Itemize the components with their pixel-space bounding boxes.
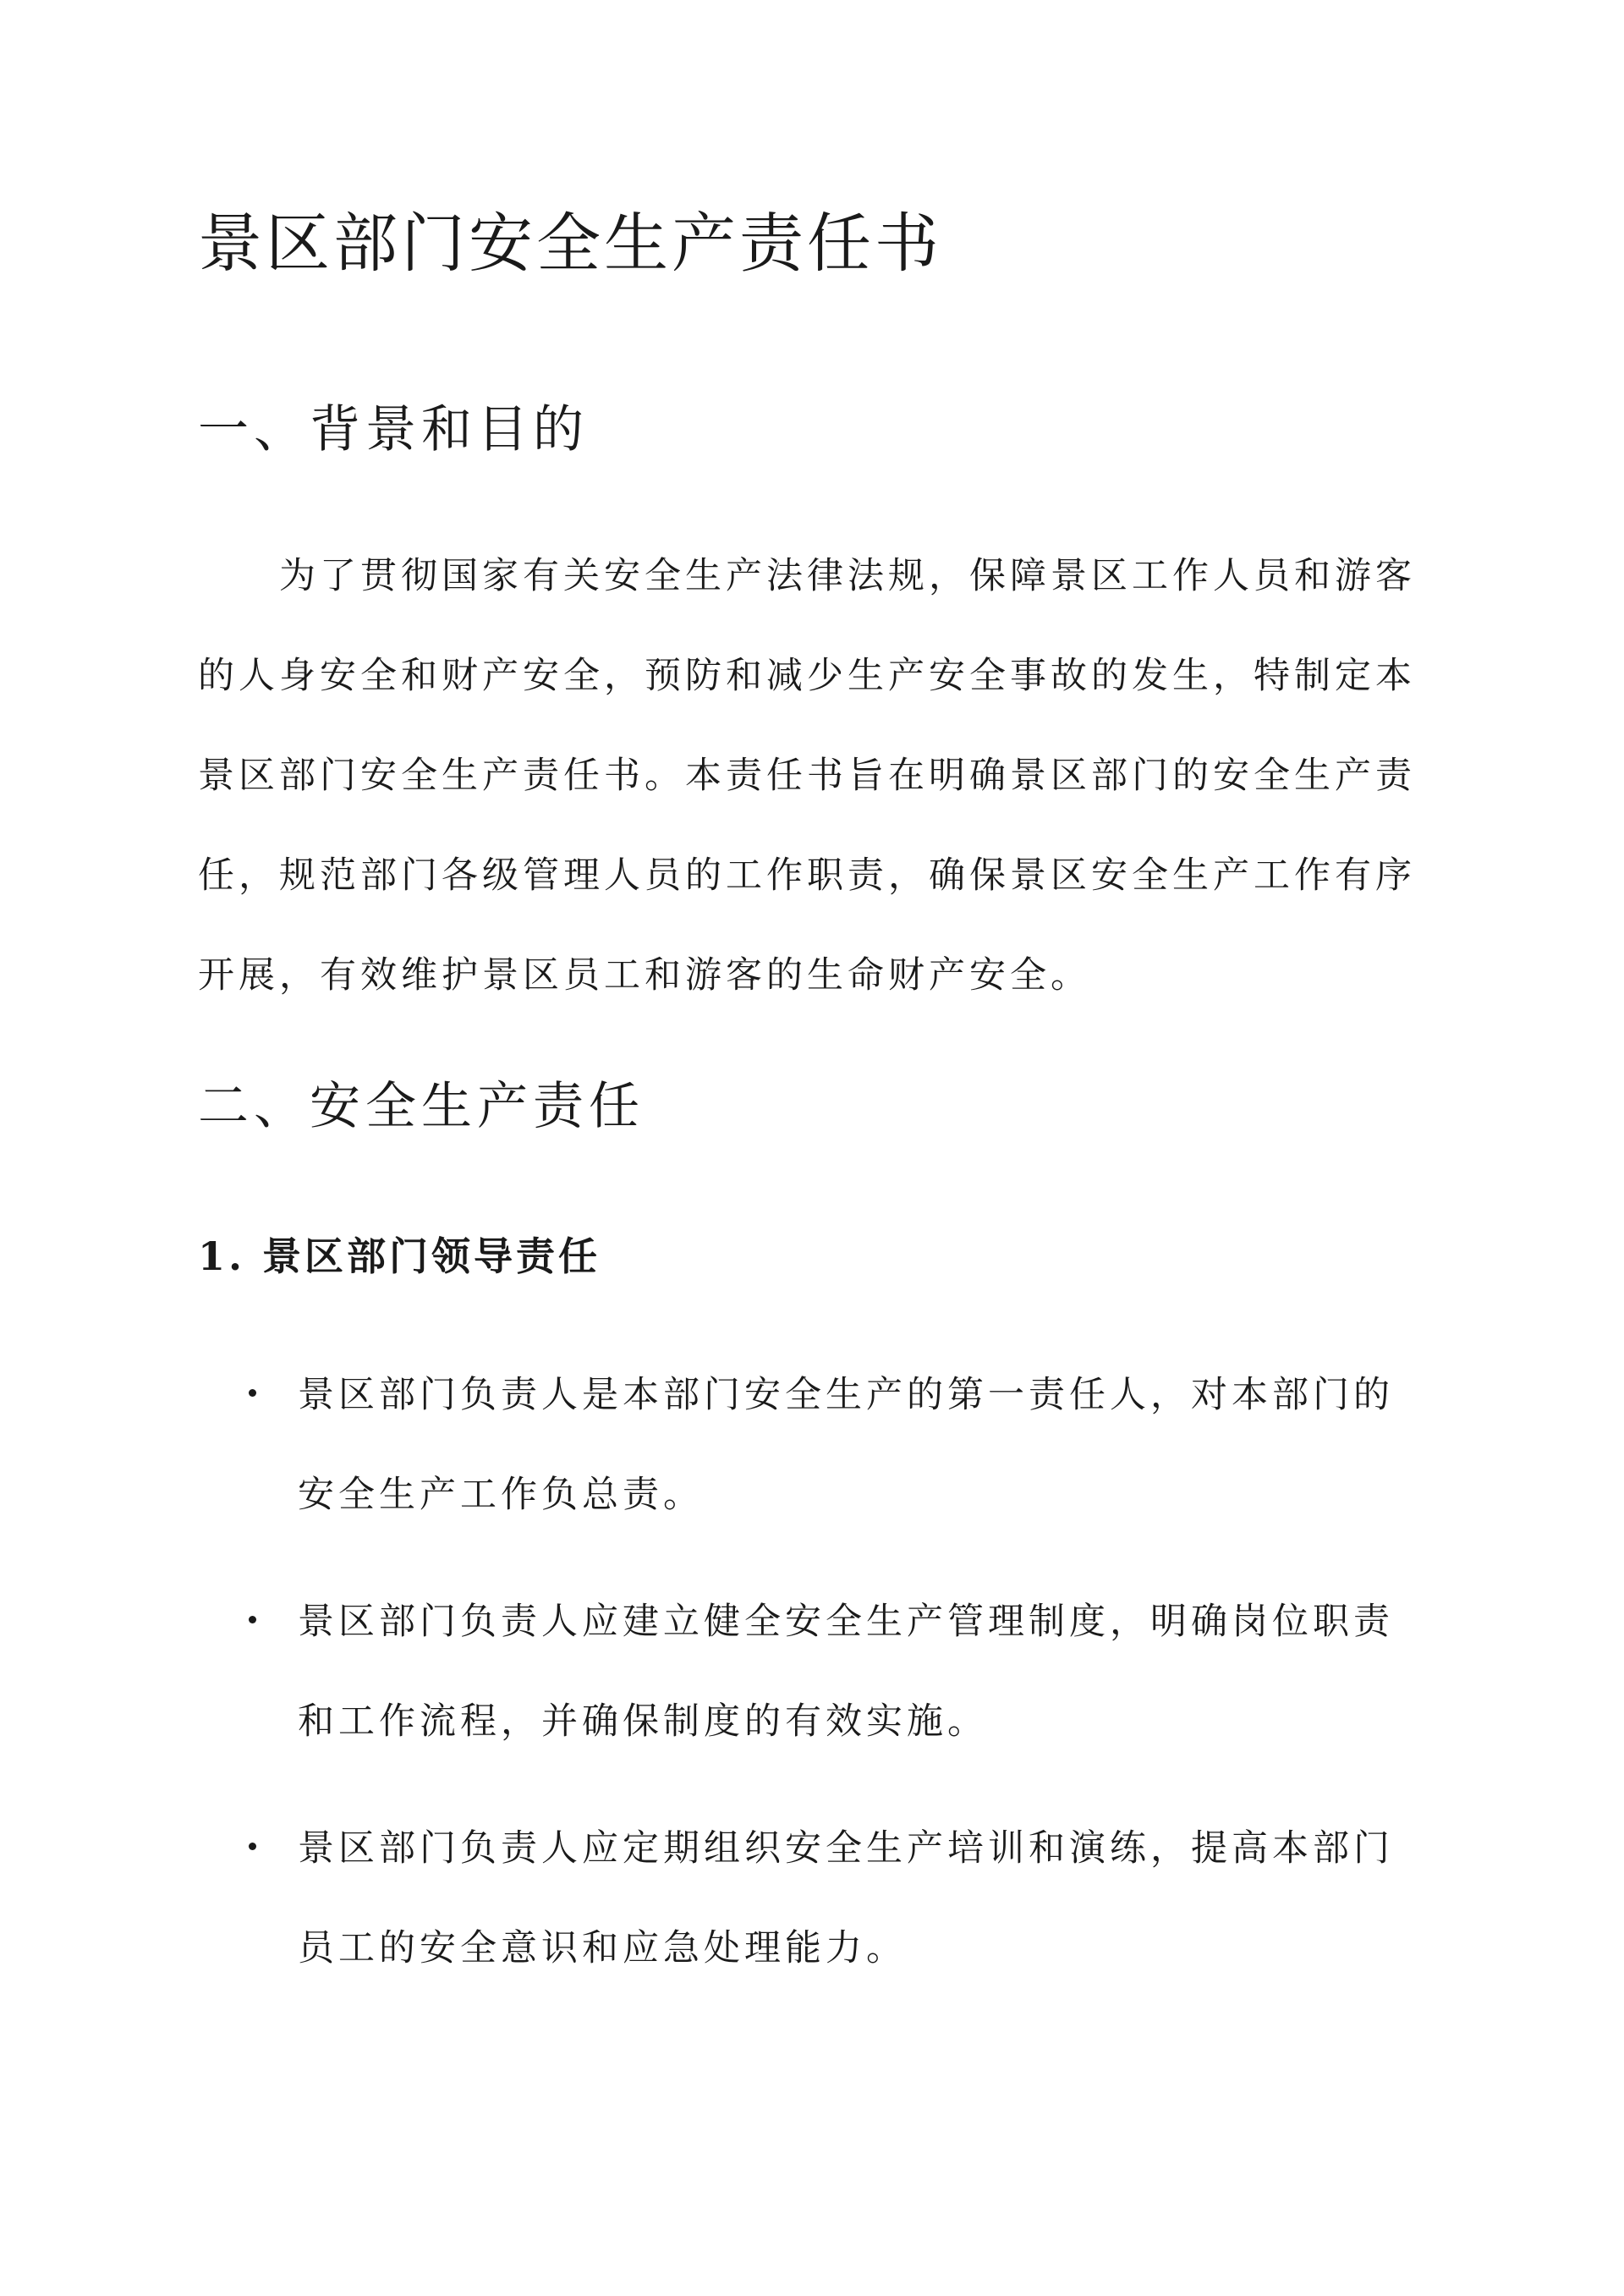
bullet-icon <box>249 1843 256 1850</box>
leadership-responsibility-list <box>198 1345 1407 2025</box>
list-item <box>198 1345 1407 1545</box>
section-heading-background: 一、背景和目的 <box>198 400 589 459</box>
list-item-text: 景区部门负责人是本部门安全生产的第一责任人，对本部门的安全生产工作负总责。 <box>298 1374 1394 1516</box>
list-item <box>198 1572 1407 1771</box>
bullet-icon <box>249 1389 256 1397</box>
list-item <box>198 1799 1407 1998</box>
subsection-heading-leadership: 1. 景区部门领导责任 <box>198 1233 601 1279</box>
background-paragraph: 为了贯彻国家有关安全生产法律法规，保障景区工作人员和游客的人身安全和财产安全，预防和减少生产安全事故的发生，特制定本景区部门安全生产责任书。本责任书旨在明确景区部门的安全生产责任，规范部门各级管理人员的工作职责，确保景区安全生产工作有序开展，有效维护景区员工和游客的生命财产安全。 <box>198 555 1416 997</box>
list-item-text: 景区部门负责人应建立健全安全生产管理制度，明确岗位职责和工作流程，并确保制度的有效实施。 <box>298 1601 1394 1743</box>
section-heading-responsibility: 二、安全生产责任 <box>198 1077 645 1136</box>
bullet-icon <box>249 1616 256 1623</box>
document-title: 景区部门安全生产责任书 <box>198 206 942 281</box>
list-item-text: 景区部门负责人应定期组织安全生产培训和演练，提高本部门员工的安全意识和应急处理能力。 <box>298 1827 1394 1969</box>
